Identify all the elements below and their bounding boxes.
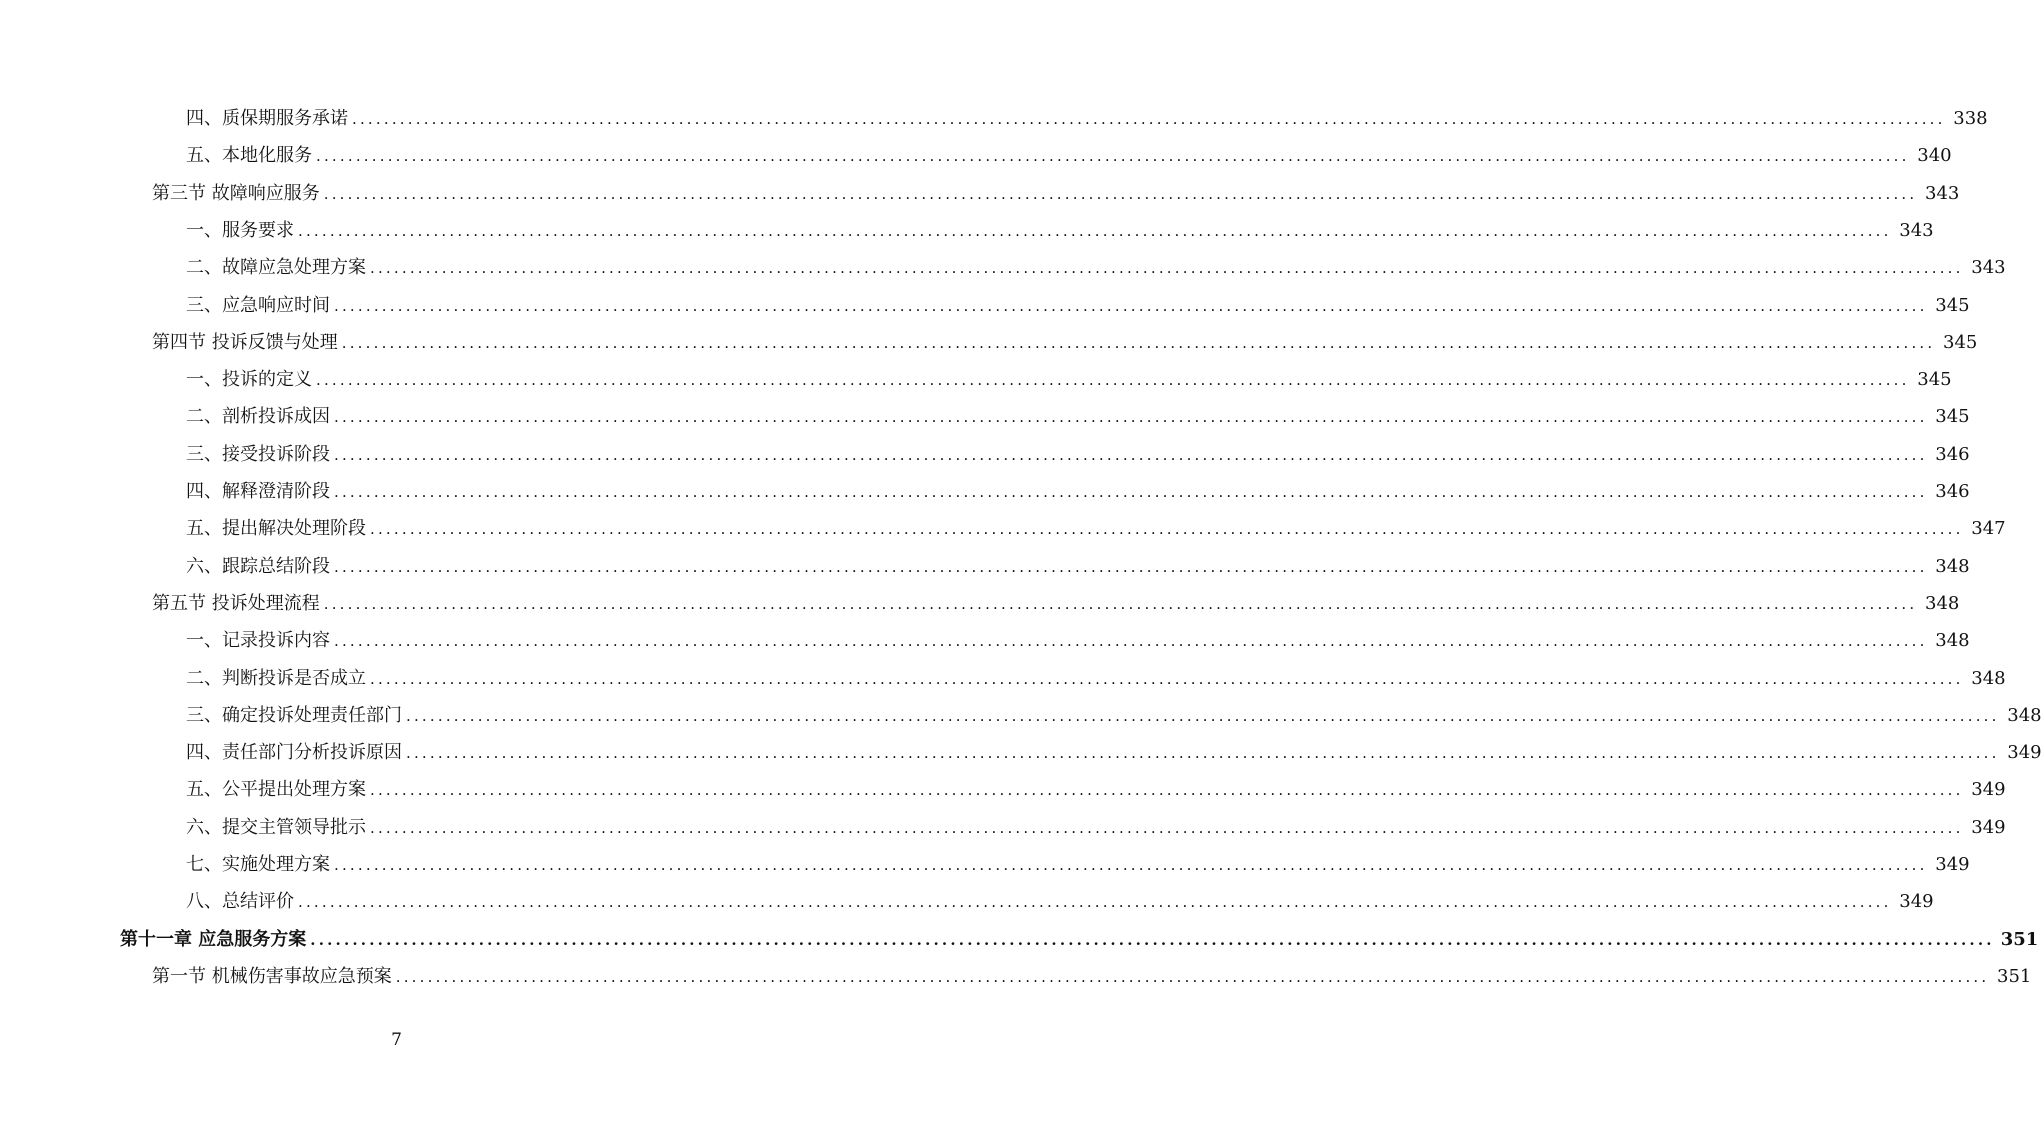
toc-chapter-entry xyxy=(120,925,2039,955)
toc-entry-page: 349 xyxy=(1971,779,2006,800)
toc-entry-title: 二、剖析投诉成因 xyxy=(186,406,330,427)
toc-dot-leader: ........................................................................................................................................................................................................ xyxy=(334,483,1928,501)
toc-entry-page: 349 xyxy=(1899,891,1934,912)
toc-subsection-entry xyxy=(186,514,2006,544)
toc-entry-page: 343 xyxy=(1899,220,1934,241)
toc-dot-leader: ........................................................................................................................................................................................................ xyxy=(370,259,1964,277)
toc-subsection-entry xyxy=(186,440,1970,470)
toc-entry-page: 343 xyxy=(1925,183,1960,204)
toc-entry-title: 四、责任部门分析投诉原因 xyxy=(186,742,402,763)
page-number: 7 xyxy=(391,1030,402,1050)
toc-subsection-entry xyxy=(186,664,2006,694)
toc-entry-title: 一、投诉的定义 xyxy=(186,369,312,390)
toc-entry-title: 三、应急响应时间 xyxy=(186,295,330,316)
toc-entry-title: 一、记录投诉内容 xyxy=(186,630,330,651)
toc-subsection-entry xyxy=(186,850,1970,880)
toc-subsection-entry xyxy=(186,813,2006,843)
toc-entry-page: 348 xyxy=(1935,630,1970,651)
toc-entry-page: 340 xyxy=(1917,145,1952,166)
toc-entry-page: 349 xyxy=(1935,854,1970,875)
toc-entry-title: 四、解释澄清阶段 xyxy=(186,481,330,502)
toc-dot-leader: ........................................................................................................................................................................................................ xyxy=(370,670,1964,688)
toc-entry-page: 347 xyxy=(1971,518,2006,539)
toc-dot-leader: ........................................................................................................................................................................................................ xyxy=(334,408,1928,426)
toc-entry-title: 五、提出解决处理阶段 xyxy=(186,518,366,539)
toc-entry-title: 第四节 投诉反馈与处理 xyxy=(152,332,338,353)
toc-subsection-entry xyxy=(186,291,1970,321)
toc-subsection-entry xyxy=(186,141,1952,171)
toc-entry-page: 343 xyxy=(1971,257,2006,278)
toc-entry-title: 第一节 机械伤害事故应急预案 xyxy=(152,966,392,987)
toc-entry-title: 三、接受投诉阶段 xyxy=(186,444,330,465)
toc-dot-leader: ........................................................................................................................................................................................................ xyxy=(334,446,1928,464)
toc-entry-page: 351 xyxy=(2000,929,2039,950)
toc-entry-title: 八、总结评价 xyxy=(186,891,294,912)
toc-subsection-entry xyxy=(186,626,1970,656)
toc-entry-page: 346 xyxy=(1935,481,1970,502)
toc-section-entry xyxy=(152,962,2032,992)
toc-subsection-entry xyxy=(186,887,1934,917)
toc-dot-leader: ........................................................................................................................................................................................................ xyxy=(370,819,1964,837)
toc-dot-leader: ........................................................................................................................................................................................................ xyxy=(334,856,1928,874)
toc-dot-leader: ........................................................................................................................................................................................................ xyxy=(334,632,1928,650)
toc-subsection-entry xyxy=(186,104,1988,134)
toc-dot-leader: ........................................................................................................................................................................................................ xyxy=(316,371,1910,389)
toc-dot-leader: ........................................................................................................................................................................................................ xyxy=(334,558,1928,576)
toc-entry-title: 第十一章 应急服务方案 xyxy=(120,929,307,950)
toc-entry-title: 二、故障应急处理方案 xyxy=(186,257,366,278)
toc-dot-leader: ........................................................................................................................................................................................................ xyxy=(406,707,2000,725)
toc-entry-page: 348 xyxy=(1971,668,2006,689)
toc-subsection-entry xyxy=(186,552,1970,582)
toc-subsection-entry xyxy=(186,477,1970,507)
toc-subsection-entry xyxy=(186,365,1952,395)
toc-entry-title: 三、确定投诉处理责任部门 xyxy=(186,705,402,726)
toc-entry-page: 346 xyxy=(1935,444,1970,465)
toc-dot-leader: ........................................................................................................................................................................................................ xyxy=(341,334,1936,352)
toc-entry-page: 345 xyxy=(1935,295,1970,316)
toc-entry-title: 一、服务要求 xyxy=(186,220,294,241)
toc-entry-page: 351 xyxy=(1997,966,2032,987)
toc-dot-leader: ........................................................................................................................................................................................................ xyxy=(406,744,2000,762)
toc-entry-page: 348 xyxy=(2007,705,2042,726)
toc-entry-title: 五、本地化服务 xyxy=(186,145,312,166)
toc-subsection-entry xyxy=(186,402,1970,432)
toc-subsection-entry xyxy=(186,216,1934,246)
toc-entry-page: 349 xyxy=(2007,742,2042,763)
toc-entry-page: 338 xyxy=(1953,108,1988,129)
toc-subsection-entry xyxy=(186,701,2042,731)
toc-entry-page: 348 xyxy=(1935,556,1970,577)
toc-dot-leader: ........................................................................................................................................................................................................ xyxy=(310,931,1995,949)
toc-entry-title: 二、判断投诉是否成立 xyxy=(186,668,366,689)
toc-entry-page: 345 xyxy=(1935,406,1970,427)
toc-entry-page: 349 xyxy=(1971,817,2006,838)
toc-entry-title: 四、质保期服务承诺 xyxy=(186,108,348,129)
toc-entry-title: 六、提交主管领导批示 xyxy=(186,817,366,838)
toc-section-entry xyxy=(152,179,1960,209)
toc-entry-page: 345 xyxy=(1943,332,1978,353)
toc-dot-leader: ........................................................................................................................................................................................................ xyxy=(334,297,1928,315)
toc-section-entry xyxy=(152,589,1960,619)
toc-dot-leader: ........................................................................................................................................................................................................ xyxy=(352,110,1946,128)
toc-entry-page: 348 xyxy=(1925,593,1960,614)
toc-entry-title: 第三节 故障响应服务 xyxy=(152,183,320,204)
toc-dot-leader: ........................................................................................................................................................................................................ xyxy=(298,222,1892,240)
toc-entry-page: 345 xyxy=(1917,369,1952,390)
toc-dot-leader: ........................................................................................................................................................................................................ xyxy=(395,968,1990,986)
toc-entry-title: 第五节 投诉处理流程 xyxy=(152,593,320,614)
toc-dot-leader: ........................................................................................................................................................................................................ xyxy=(323,595,1918,613)
toc-dot-leader: ........................................................................................................................................................................................................ xyxy=(323,185,1918,203)
toc-dot-leader: ........................................................................................................................................................................................................ xyxy=(316,147,1910,165)
toc-dot-leader: ........................................................................................................................................................................................................ xyxy=(298,893,1892,911)
toc-subsection-entry xyxy=(186,775,2006,805)
toc-subsection-entry xyxy=(186,738,2042,768)
toc-dot-leader: ........................................................................................................................................................................................................ xyxy=(370,520,1964,538)
toc-subsection-entry xyxy=(186,253,2006,283)
toc-section-entry xyxy=(152,328,1978,358)
toc-entry-title: 六、跟踪总结阶段 xyxy=(186,556,330,577)
toc-dot-leader: ........................................................................................................................................................................................................ xyxy=(370,781,1964,799)
toc-entry-title: 五、公平提出处理方案 xyxy=(186,779,366,800)
toc-entry-title: 七、实施处理方案 xyxy=(186,854,330,875)
